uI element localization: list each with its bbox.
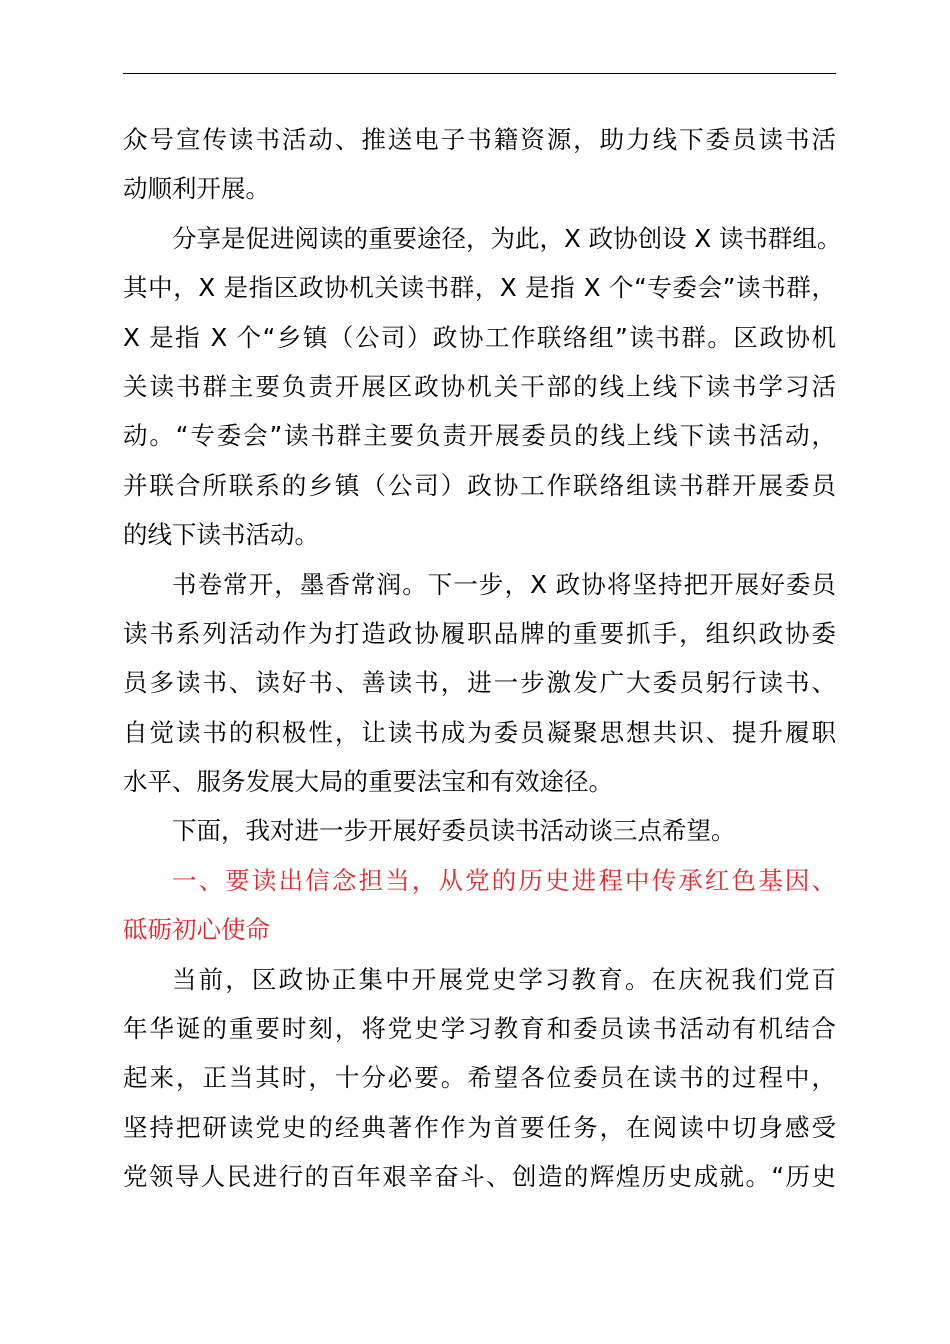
section-heading-line: 砥砺初心使命 [123, 915, 270, 945]
text-line: 动顺利开展。 [123, 174, 270, 204]
text-line: 的线下读书活动。 [123, 520, 319, 550]
paragraph-start-line: 书卷常开，墨香常润。下一步，X 政协将坚持把开展好委员 [172, 569, 836, 599]
text-line: 水平、服务发展大局的重要法宝和有效途径。 [123, 767, 613, 797]
header-rule [123, 73, 836, 74]
text-line: 其中，X 是指区政协机关读书群，X 是指 X 个“专委会”读书群， [123, 273, 836, 303]
text-line: 读书系列活动作为打造政协履职品牌的重要抓手，组织政协委 [123, 618, 836, 648]
text-line: 关读书群主要负责开展区政协机关干部的线上线下读书学习活 [123, 371, 836, 401]
text-line: 员多读书、读好书、善读书，进一步激发广大委员躬行读书、 [123, 668, 836, 698]
paragraph-start-line: 当前，区政协正集中开展党史学习教育。在庆祝我们党百 [172, 964, 836, 994]
text-line: X 是指 X 个“乡镇（公司）政协工作联络组”读书群。区政协机 [123, 322, 836, 352]
text-line: 动。“专委会”读书群主要负责开展委员的线上线下读书活动， [123, 421, 836, 451]
text-line: 坚持把研读党史的经典著作作为首要任务，在阅读中切身感受 [123, 1112, 836, 1142]
body-text [123, 115, 842, 1202]
text-line: 党领导人民进行的百年艰辛奋斗、创造的辉煌历史成就。“历史 [123, 1162, 836, 1192]
text-line: 年华诞的重要时刻，将党史学习教育和委员读书活动有机结合 [123, 1014, 836, 1044]
paragraph-start-line: 分享是促进阅读的重要途径，为此，X 政协创设 X 读书群组。 [172, 223, 842, 253]
text-line: 自觉读书的积极性，让读书成为委员凝聚思想共识、提升履职 [123, 717, 836, 747]
section-heading-line: 一、要读出信念担当，从党的历史进程中传承红色基因、 [172, 865, 836, 895]
text-line: 起来，正当其时，十分必要。希望各位委员在读书的过程中， [123, 1063, 836, 1093]
paragraph-start-line: 下面，我对进一步开展好委员读书活动谈三点希望。 [172, 816, 736, 846]
text-line: 并联合所联系的乡镇（公司）政协工作联络组读书群开展委员 [123, 470, 836, 500]
text-line: 众号宣传读书活动、推送电子书籍资源，助力线下委员读书活 [123, 125, 836, 154]
